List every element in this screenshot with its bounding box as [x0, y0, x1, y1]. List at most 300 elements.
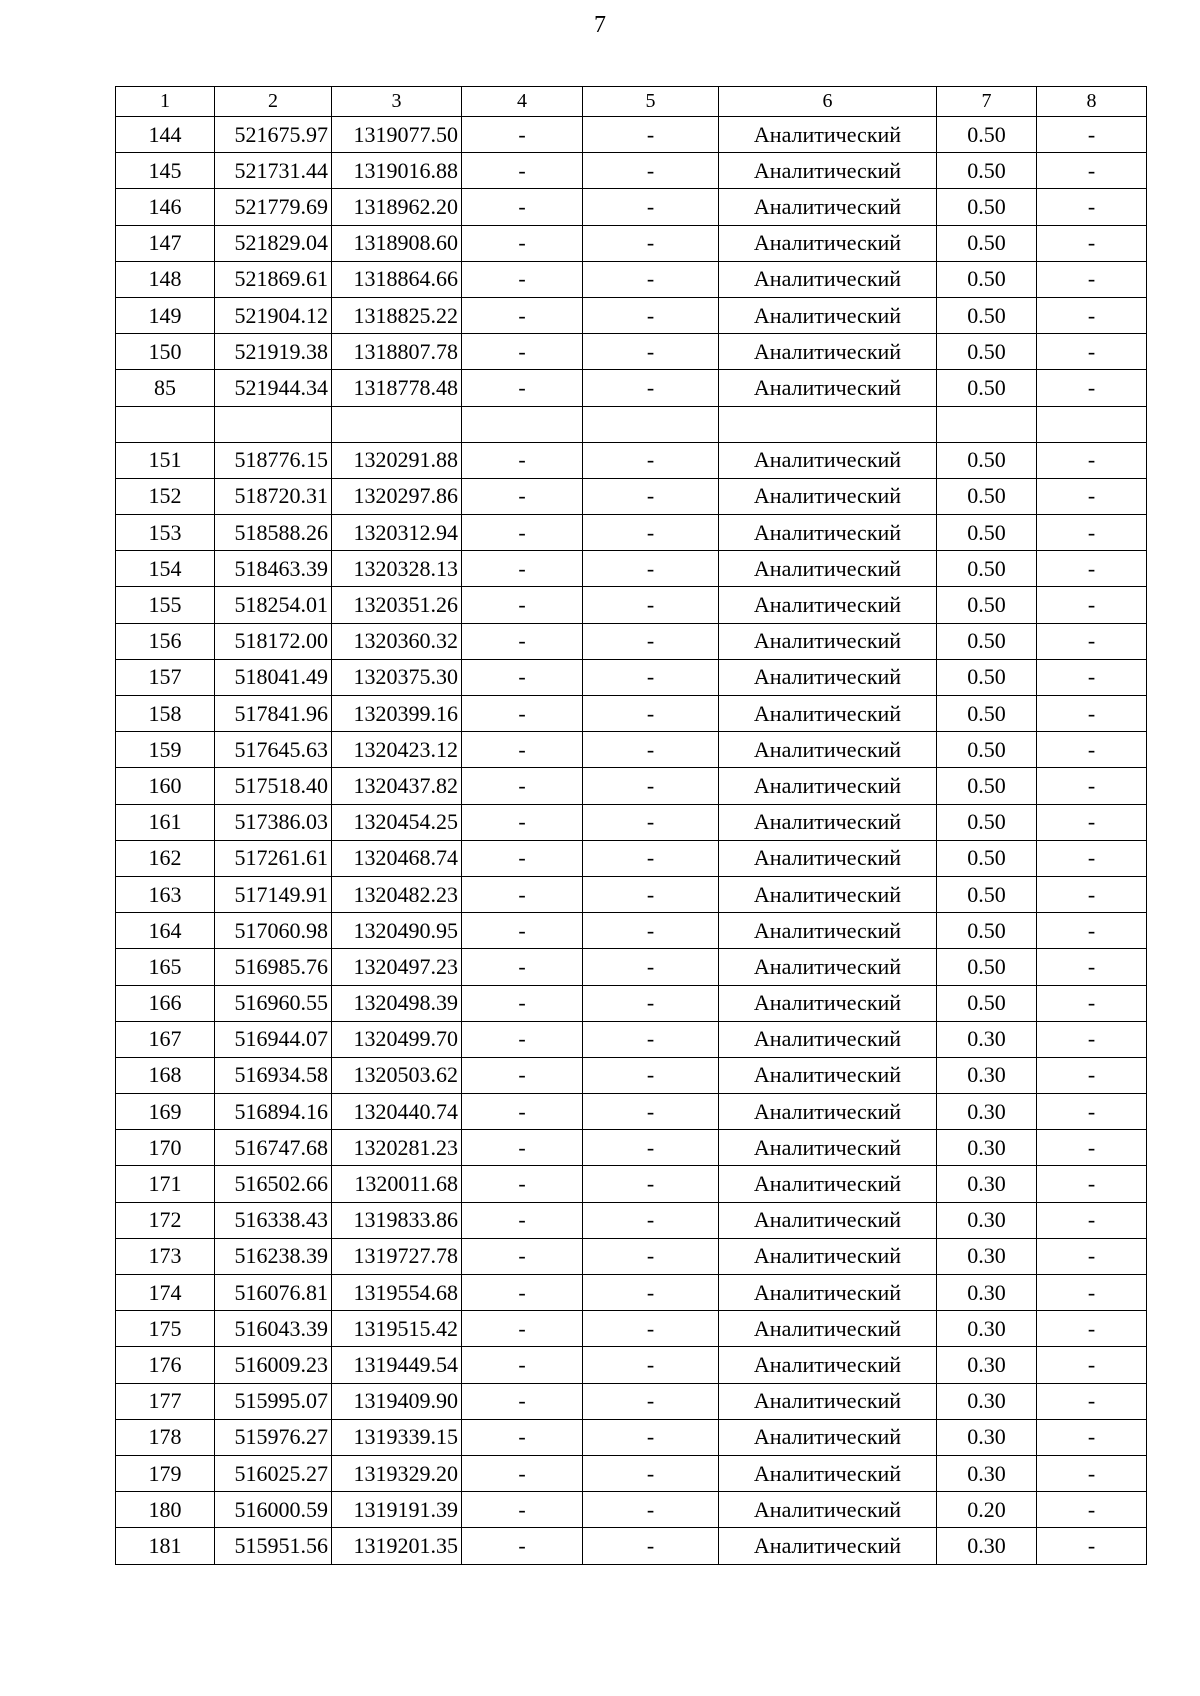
table-row	[116, 1130, 1147, 1166]
table-cell: 148	[116, 261, 215, 297]
table-cell: 0.50	[937, 985, 1037, 1021]
table-cell: -	[462, 370, 583, 406]
table-cell: 1319409.90	[332, 1383, 462, 1419]
table-cell: Аналитический	[719, 949, 937, 985]
table-cell: -	[462, 1202, 583, 1238]
table-cell: -	[583, 515, 719, 551]
table-cell: -	[462, 659, 583, 695]
table-cell: 1320490.95	[332, 913, 462, 949]
table-cell: Аналитический	[719, 1275, 937, 1311]
table-cell: 154	[116, 551, 215, 587]
table-row	[116, 189, 1147, 225]
table-row	[116, 949, 1147, 985]
table-cell: Аналитический	[719, 985, 937, 1021]
table-row	[116, 732, 1147, 768]
table-cell: -	[462, 985, 583, 1021]
table-cell: -	[462, 768, 583, 804]
table-cell: -	[1037, 696, 1147, 732]
table-cell: -	[1037, 1383, 1147, 1419]
table-cell: 0.30	[937, 1528, 1037, 1564]
table-row	[116, 1455, 1147, 1491]
table-row	[116, 1238, 1147, 1274]
table-cell: 1319515.42	[332, 1311, 462, 1347]
table-cell: -	[583, 1130, 719, 1166]
table-cell: Аналитический	[719, 768, 937, 804]
column-header: 7	[937, 87, 1037, 117]
table-cell: Аналитический	[719, 1238, 937, 1274]
table-cell: 0.30	[937, 1311, 1037, 1347]
table-cell: 518720.31	[215, 478, 332, 514]
table-cell: Аналитический	[719, 1094, 937, 1130]
table-cell: -	[583, 225, 719, 261]
table-cell: -	[1037, 334, 1147, 370]
table-cell: -	[1037, 1492, 1147, 1528]
table-cell: 0.30	[937, 1238, 1037, 1274]
column-header: 8	[1037, 87, 1147, 117]
table-cell: 1319727.78	[332, 1238, 462, 1274]
table-cell: 516338.43	[215, 1202, 332, 1238]
table-cell: 1318864.66	[332, 261, 462, 297]
table-cell: -	[462, 1528, 583, 1564]
table-cell: 168	[116, 1057, 215, 1093]
table-cell: 0.50	[937, 551, 1037, 587]
table-cell: 516944.07	[215, 1021, 332, 1057]
table-row	[116, 587, 1147, 623]
table-cell: 1319016.88	[332, 153, 462, 189]
table-cell: -	[583, 1419, 719, 1455]
table-cell: 151	[116, 442, 215, 478]
table-cell: -	[1037, 1238, 1147, 1274]
table-cell: 0.50	[937, 261, 1037, 297]
table-cell: Аналитический	[719, 623, 937, 659]
table-cell: 0.50	[937, 623, 1037, 659]
table-cell	[1037, 406, 1147, 442]
table-cell: 175	[116, 1311, 215, 1347]
table-cell: -	[583, 551, 719, 587]
table-cell: -	[583, 1057, 719, 1093]
table-row	[116, 1166, 1147, 1202]
table-row	[116, 768, 1147, 804]
table-cell	[215, 406, 332, 442]
table-cell: -	[462, 1057, 583, 1093]
table-cell: -	[462, 1094, 583, 1130]
table-cell: -	[462, 804, 583, 840]
table-cell: -	[1037, 478, 1147, 514]
table-cell: -	[583, 1238, 719, 1274]
table-cell: Аналитический	[719, 876, 937, 912]
table-cell: -	[583, 840, 719, 876]
table-cell: Аналитический	[719, 1455, 937, 1491]
table-cell: Аналитический	[719, 370, 937, 406]
table-cell: 517149.91	[215, 876, 332, 912]
table-cell: 515976.27	[215, 1419, 332, 1455]
table-cell: 516894.16	[215, 1094, 332, 1130]
table-cell: Аналитический	[719, 1528, 937, 1564]
table-row	[116, 334, 1147, 370]
table-cell: -	[583, 1094, 719, 1130]
table-cell: Аналитический	[719, 515, 937, 551]
table-cell: 1319833.86	[332, 1202, 462, 1238]
table-cell: Аналитический	[719, 1166, 937, 1202]
table-cell: -	[583, 768, 719, 804]
table-cell: 1318908.60	[332, 225, 462, 261]
table-cell: 0.50	[937, 189, 1037, 225]
table-body	[116, 117, 1147, 1565]
table-cell: 521919.38	[215, 334, 332, 370]
table-row	[116, 1202, 1147, 1238]
table-cell: Аналитический	[719, 1347, 937, 1383]
table-cell: 0.20	[937, 1492, 1037, 1528]
table-row	[116, 370, 1147, 406]
table-cell: -	[1037, 515, 1147, 551]
table-cell: -	[583, 1528, 719, 1564]
table-cell: -	[583, 804, 719, 840]
table-cell: -	[1037, 985, 1147, 1021]
table-cell: -	[583, 261, 719, 297]
table-cell: -	[583, 1492, 719, 1528]
column-header: 5	[583, 87, 719, 117]
table-cell: -	[1037, 876, 1147, 912]
table-cell: -	[583, 297, 719, 333]
table-cell: -	[1037, 551, 1147, 587]
table-cell: 1320281.23	[332, 1130, 462, 1166]
table-cell: 1320312.94	[332, 515, 462, 551]
table-cell: -	[1037, 261, 1147, 297]
table-cell: 174	[116, 1275, 215, 1311]
table-cell: -	[583, 1021, 719, 1057]
table-cell: 1320297.86	[332, 478, 462, 514]
table-row	[116, 225, 1147, 261]
table-cell: 0.50	[937, 297, 1037, 333]
table-cell: 1319201.35	[332, 1528, 462, 1564]
table-cell: -	[583, 189, 719, 225]
table-cell: -	[1037, 623, 1147, 659]
table-cell: -	[1037, 732, 1147, 768]
table-cell: 516009.23	[215, 1347, 332, 1383]
table-cell: 518254.01	[215, 587, 332, 623]
table-cell: 153	[116, 515, 215, 551]
table-cell: 160	[116, 768, 215, 804]
table-cell: 517386.03	[215, 804, 332, 840]
table-cell: 517645.63	[215, 732, 332, 768]
table-cell: 1320011.68	[332, 1166, 462, 1202]
table-cell: -	[462, 1021, 583, 1057]
table-cell: -	[583, 334, 719, 370]
table-cell: Аналитический	[719, 1021, 937, 1057]
table-cell: 516502.66	[215, 1166, 332, 1202]
column-header: 4	[462, 87, 583, 117]
table-cell: 159	[116, 732, 215, 768]
table-cell: 161	[116, 804, 215, 840]
table-cell: Аналитический	[719, 1492, 937, 1528]
table-cell: 0.30	[937, 1347, 1037, 1383]
table-cell	[116, 406, 215, 442]
table-cell: 0.30	[937, 1166, 1037, 1202]
table-cell: -	[462, 442, 583, 478]
table-cell: 1320454.25	[332, 804, 462, 840]
table-cell: 0.50	[937, 804, 1037, 840]
table-cell: 0.50	[937, 515, 1037, 551]
table-cell: -	[583, 478, 719, 514]
table-cell: -	[583, 370, 719, 406]
table-cell: 0.30	[937, 1275, 1037, 1311]
table-cell: 1320291.88	[332, 442, 462, 478]
table-cell: 1320497.23	[332, 949, 462, 985]
table-row	[116, 1492, 1147, 1528]
table-cell: Аналитический	[719, 587, 937, 623]
column-header: 3	[332, 87, 462, 117]
table-cell: -	[462, 153, 583, 189]
table-cell: 521869.61	[215, 261, 332, 297]
table-cell: -	[1037, 1311, 1147, 1347]
table-cell: -	[462, 840, 583, 876]
table-cell: -	[583, 1202, 719, 1238]
table-cell: -	[462, 876, 583, 912]
table-cell: Аналитический	[719, 297, 937, 333]
table-cell: -	[1037, 225, 1147, 261]
table-cell: 521675.97	[215, 117, 332, 153]
table-cell: Аналитический	[719, 261, 937, 297]
table-cell: 0.50	[937, 913, 1037, 949]
table-cell: 0.50	[937, 225, 1037, 261]
table-cell: 1319554.68	[332, 1275, 462, 1311]
table-cell: Аналитический	[719, 1057, 937, 1093]
table-cell: -	[1037, 1094, 1147, 1130]
table-cell: 85	[116, 370, 215, 406]
table-cell: 171	[116, 1166, 215, 1202]
table-row	[116, 1275, 1147, 1311]
table-cell: 155	[116, 587, 215, 623]
table-cell: Аналитический	[719, 1311, 937, 1347]
table-row	[116, 804, 1147, 840]
table-cell: 518463.39	[215, 551, 332, 587]
table-cell: Аналитический	[719, 117, 937, 153]
table-cell: -	[583, 623, 719, 659]
table-cell: -	[462, 696, 583, 732]
table-cell: 1320328.13	[332, 551, 462, 587]
table-cell: Аналитический	[719, 1419, 937, 1455]
table-cell: Аналитический	[719, 696, 937, 732]
table-cell: 163	[116, 876, 215, 912]
table-cell: -	[462, 225, 583, 261]
table-cell: 1318807.78	[332, 334, 462, 370]
table-cell: -	[583, 659, 719, 695]
table-cell: -	[583, 985, 719, 1021]
table-cell: -	[462, 913, 583, 949]
table-cell: Аналитический	[719, 225, 937, 261]
table-cell: 0.30	[937, 1021, 1037, 1057]
table-cell: -	[1037, 370, 1147, 406]
table-cell: -	[583, 1311, 719, 1347]
table-cell: 0.30	[937, 1419, 1037, 1455]
table-cell: 517518.40	[215, 768, 332, 804]
table-cell: 177	[116, 1383, 215, 1419]
table-row	[116, 1347, 1147, 1383]
table-row	[116, 442, 1147, 478]
table-cell: 0.50	[937, 949, 1037, 985]
table-cell: 518041.49	[215, 659, 332, 695]
table-cell: -	[583, 442, 719, 478]
table-row	[116, 696, 1147, 732]
table-cell: Аналитический	[719, 1130, 937, 1166]
table-cell: -	[1037, 804, 1147, 840]
table-row	[116, 261, 1147, 297]
table-cell: -	[1037, 117, 1147, 153]
table-cell: 521731.44	[215, 153, 332, 189]
table-cell: Аналитический	[719, 189, 937, 225]
table-cell: 516000.59	[215, 1492, 332, 1528]
table-cell: 0.50	[937, 334, 1037, 370]
table-cell: 147	[116, 225, 215, 261]
table-cell: 515995.07	[215, 1383, 332, 1419]
table-cell: 145	[116, 153, 215, 189]
table-cell: -	[462, 189, 583, 225]
table-cell: -	[1037, 1528, 1147, 1564]
table-cell: 521829.04	[215, 225, 332, 261]
table-cell: -	[583, 1166, 719, 1202]
table-cell: -	[1037, 949, 1147, 985]
table-cell: 144	[116, 117, 215, 153]
table-cell: -	[1037, 1419, 1147, 1455]
table-cell: Аналитический	[719, 840, 937, 876]
table-cell: Аналитический	[719, 659, 937, 695]
table-cell	[583, 406, 719, 442]
column-header: 1	[116, 87, 215, 117]
table-cell: 517060.98	[215, 913, 332, 949]
table-row	[116, 297, 1147, 333]
table-cell: 1318825.22	[332, 297, 462, 333]
table-row	[116, 1383, 1147, 1419]
table-cell: 0.30	[937, 1130, 1037, 1166]
table-cell: -	[1037, 913, 1147, 949]
table-cell: 0.50	[937, 587, 1037, 623]
table-cell: 1318962.20	[332, 189, 462, 225]
table-cell: 0.50	[937, 696, 1037, 732]
table-cell: 0.50	[937, 840, 1037, 876]
table-row	[116, 876, 1147, 912]
table-cell: 1320399.16	[332, 696, 462, 732]
table-cell: Аналитический	[719, 153, 937, 189]
table-cell: 1320503.62	[332, 1057, 462, 1093]
table-cell: -	[462, 1347, 583, 1383]
table-cell: 516985.76	[215, 949, 332, 985]
table-cell: Аналитический	[719, 1202, 937, 1238]
table-cell: Аналитический	[719, 551, 937, 587]
table-cell: 150	[116, 334, 215, 370]
table-row	[116, 1057, 1147, 1093]
table-cell: 179	[116, 1455, 215, 1491]
table-row	[116, 913, 1147, 949]
table-cell: -	[462, 1130, 583, 1166]
table-cell: -	[1037, 1347, 1147, 1383]
table-cell: 166	[116, 985, 215, 1021]
table-cell: 164	[116, 913, 215, 949]
table-cell: -	[462, 732, 583, 768]
table-cell: -	[1037, 1166, 1147, 1202]
table-cell: 516960.55	[215, 985, 332, 1021]
coordinates-table	[115, 86, 1147, 1565]
page-number: 7	[594, 12, 606, 38]
table-cell: -	[462, 1275, 583, 1311]
table-cell: -	[1037, 659, 1147, 695]
table-cell: 0.30	[937, 1202, 1037, 1238]
table-cell: -	[462, 623, 583, 659]
table-cell: -	[583, 949, 719, 985]
table-cell: -	[583, 696, 719, 732]
table-cell: -	[1037, 442, 1147, 478]
table-header-row	[116, 87, 1147, 117]
table-cell: 178	[116, 1419, 215, 1455]
table-cell: 0.30	[937, 1057, 1037, 1093]
table-cell: Аналитический	[719, 913, 937, 949]
table-cell: 1320468.74	[332, 840, 462, 876]
table-cell: -	[462, 1383, 583, 1419]
table-cell: 1318778.48	[332, 370, 462, 406]
table-cell: -	[462, 1492, 583, 1528]
table-cell: -	[1037, 1275, 1147, 1311]
table-cell: 156	[116, 623, 215, 659]
table-cell: 165	[116, 949, 215, 985]
table-cell: -	[462, 1166, 583, 1202]
table-row	[116, 117, 1147, 153]
table-cell: 517841.96	[215, 696, 332, 732]
table-row	[116, 840, 1147, 876]
table-row	[116, 1021, 1147, 1057]
table-cell: -	[462, 551, 583, 587]
table-row	[116, 985, 1147, 1021]
table-cell	[719, 406, 937, 442]
table-cell: 0.50	[937, 370, 1037, 406]
table-cell: -	[583, 1383, 719, 1419]
table-cell: 1319077.50	[332, 117, 462, 153]
table-row	[116, 153, 1147, 189]
table-cell: 149	[116, 297, 215, 333]
table-cell: 517261.61	[215, 840, 332, 876]
table-cell: 172	[116, 1202, 215, 1238]
table-cell: -	[583, 587, 719, 623]
table-cell: -	[462, 587, 583, 623]
table-row	[116, 1419, 1147, 1455]
table-cell: 518588.26	[215, 515, 332, 551]
table-cell: Аналитический	[719, 442, 937, 478]
table-cell: 521904.12	[215, 297, 332, 333]
table-cell: 1320423.12	[332, 732, 462, 768]
table-cell: -	[583, 117, 719, 153]
table-cell: 515951.56	[215, 1528, 332, 1564]
table-cell: 0.50	[937, 478, 1037, 514]
table-cell: 516238.39	[215, 1238, 332, 1274]
table-cell: Аналитический	[719, 732, 937, 768]
table-cell: 169	[116, 1094, 215, 1130]
table-cell: 1320498.39	[332, 985, 462, 1021]
table-cell: 1320437.82	[332, 768, 462, 804]
table-cell: -	[462, 1238, 583, 1274]
table-cell: -	[462, 478, 583, 514]
table-cell: 1320351.26	[332, 587, 462, 623]
table-row	[116, 406, 1147, 442]
table-row	[116, 1528, 1147, 1564]
table-cell: -	[583, 1347, 719, 1383]
table-cell: -	[583, 876, 719, 912]
table-cell	[462, 406, 583, 442]
table-cell: 0.50	[937, 732, 1037, 768]
table-cell	[332, 406, 462, 442]
table-cell: 0.50	[937, 876, 1037, 912]
table-cell: -	[583, 1455, 719, 1491]
table-cell: 157	[116, 659, 215, 695]
table-cell: 1320360.32	[332, 623, 462, 659]
table-cell: 173	[116, 1238, 215, 1274]
